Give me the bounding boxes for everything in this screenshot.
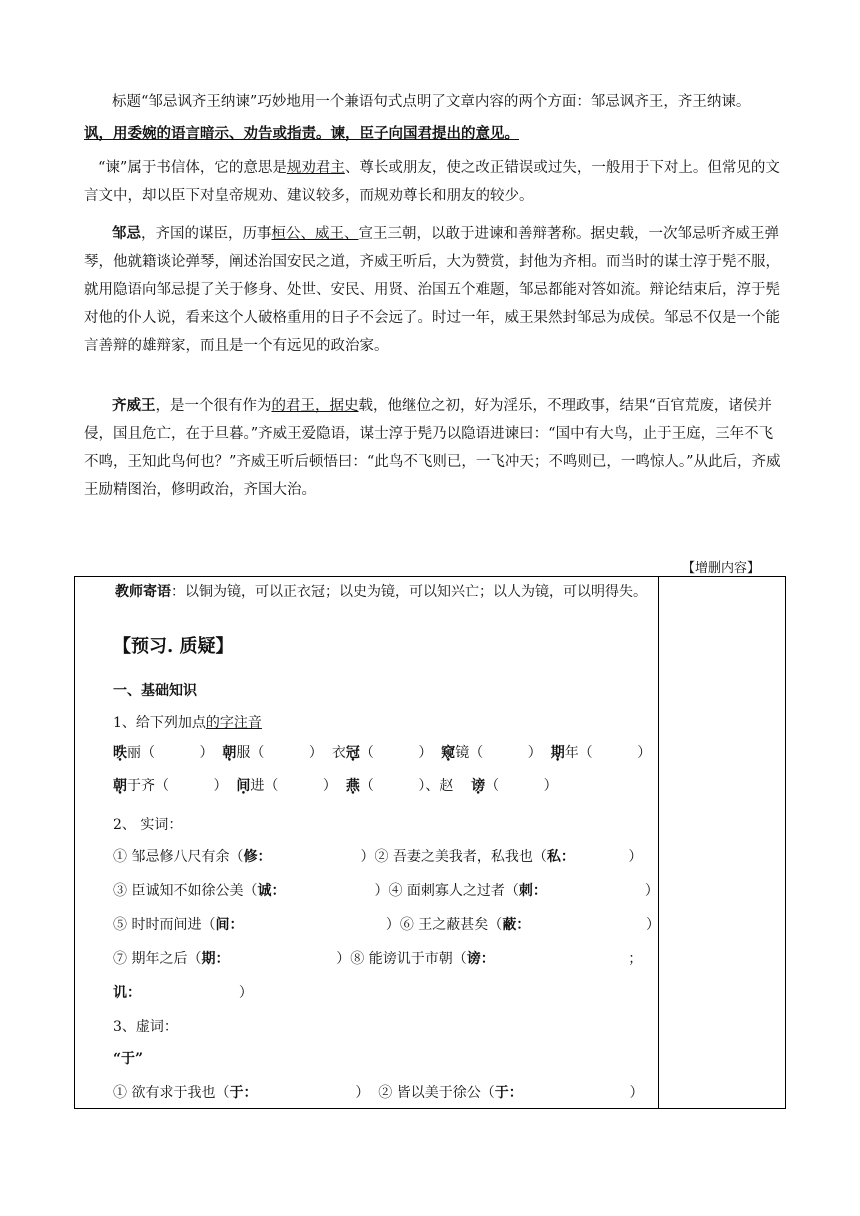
worksheet-left-cell [75,577,659,1109]
section-title: 【预习. 质疑】 [113,636,234,657]
basic-knowledge-heading: 一、基础知识 [113,683,197,699]
question-3: 3、虚词： [113,1019,178,1035]
jian-explanation: “谏”属于书信体，它的意思是规劝君主、尊长或朋友，使之改正错误或过失，一般用于下对上。但常见的文言文中，却以臣下对皇帝规劝、建议较多，而规劝尊长和朋友的较少。 [84,160,780,204]
pinyin-row-1: 昳丽（ ） 朝服（ ） 衣冠（ ） 窥镜（ ） 期年（ ） [113,745,652,761]
question-1: 1、给下列加点的字注音 [113,715,262,731]
definition-text: 讽，用委婉的语言暗示、劝告或指责。谏，臣子向国君提出的意见。 [84,125,519,142]
function-word-yu: “于” [113,1051,144,1067]
definition-paragraph [84,120,784,148]
teacher-message: 教师寄语：以铜为镜，可以正衣冠；以史为镜，可以知兴亡；以人为镜，可以明得失。 [115,584,647,600]
content-word-row-3: ⑤ 时时而间进（间： ）⑥ 王之蔽甚矣（蔽： ） [113,917,661,933]
zouji-bio: 邹忌，齐国的谋臣，历事桓公、威王、宣王三朝，以敢于进谏和善辩著称。据史载，一次邹忌听齐威王弹琴，他就籍谈论弹琴，阐述治国安民之道，齐威王听后，大为赞赏，封他为齐相。而当时的谋士淳于髡不服，就用隐语向邹忌提了关于修身、处世、安民、用贤、治国五个难题，邹忌都能对答如流。辩论结束后，淳于髡对他的仆人说，看来这个人破格重用的日子不会远了。时过一年，威王果然封邹忌为成侯。邹忌不仅是一个能言善辩的雄辩家，而且是一个有远见的政治家。 [84,225,780,354]
qiweiwang-bio: 齐威王，是一个很有作为的君王，据史载，他继位之初，好为淫乐，不理政事，结果“百官荒废，诸侯并侵，国且危亡，在于旦暮。”齐威王爱隐语，谋士淳于髡乃以隐语进谏曰：“国中有大鸟，止于王庭，三年不飞不鸣，王知此鸟何也？”齐威王听后顿悟曰：“此鸟不飞则已，一飞冲天；不鸣则已，一鸣惊人。”从此后，齐威王励精图治，修明政治，齐国大治。 [84,397,781,498]
intro-title-paragraph: 标题“邹忌讽齐王纳谏”巧妙地用一个兼语句式点明了文章内容的两个方面：邹忌讽齐王，齐王纳谏。 [112,94,751,110]
question-2: 2、 实词： [113,817,183,833]
function-word-row-1: ① 欲有求于我也（于： ） ② 皆以美于徐公（于： ） [113,1085,644,1101]
content-word-row-5: 讥： ） [113,985,253,1001]
pinyin-row-2: 朝于齐（ ） 间进（ ） 燕（ ）、赵 谤（ ） [113,778,558,794]
notes-column[interactable] [659,577,786,1109]
content-word-row-4: ⑦ 期年之后（期： ）⑧ 能谤讥于市朝（谤： ； [113,951,643,967]
edit-content-tag: 【增删内容】 [681,561,760,576]
content-word-row-2: ③ 臣诚知不如徐公美（诚： ）④ 面刺寡人之过者（刺： ） [113,883,659,899]
worksheet-table [74,576,786,1109]
content-word-row-1: ① 邹忌修八尺有余（修： ）② 吾妻之美我者，私我也（私： ） [113,849,643,865]
